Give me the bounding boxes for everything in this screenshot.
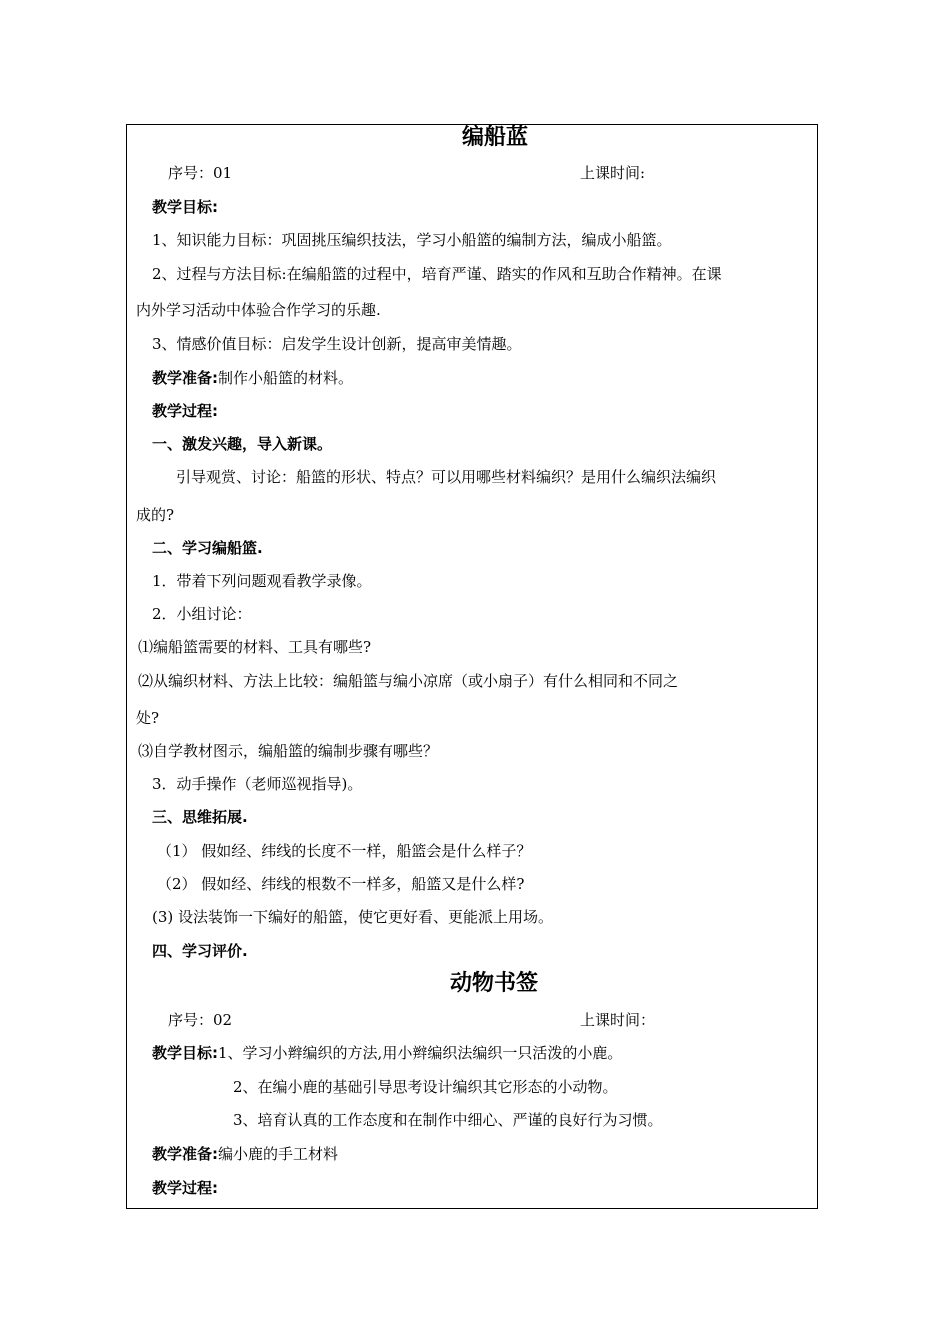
lesson1-goal2-line1: 2、过程与方法目标:在编船篮的过程中，培育严谨、踏实的作风和互助合作精神。在课 <box>152 265 722 283</box>
lesson1-s2-q2-line2: 处? <box>136 709 160 727</box>
lesson2-prep-heading: 教学准备: <box>152 1145 218 1163</box>
lesson2-goal2: 2、在编小鹿的基础引导思考设计编织其它形态的小动物。 <box>233 1078 618 1096</box>
lesson1-s2-q3: ⑶自学教材图示，编船篮的编制步骤有哪些？ <box>138 742 439 760</box>
lesson2-goal1: 1、学习小辫编织的方法,用小辫编织法编织一只活泼的小鹿。 <box>218 1044 623 1062</box>
lesson1-section4-heading: 四、学习评价. <box>152 942 248 960</box>
lesson1-section2-heading: 二、学习编船篮. <box>152 539 263 557</box>
lesson1-class-time: 上课时间: <box>580 164 646 182</box>
lesson1-s3-item2: （2） 假如经、纬线的根数不一样多，船篮又是什么样? <box>157 875 525 893</box>
lesson1-goal3: 3、情感价值目标：启发学生设计创新，提高审美情趣。 <box>152 335 522 353</box>
lesson2-prep-text: 编小鹿的手工材料 <box>218 1145 339 1163</box>
lesson1-s3-item1: （1） 假如经、纬线的长度不一样，船篮会是什么样子？ <box>157 842 532 860</box>
lesson2-goals <box>152 1043 622 1063</box>
lesson1-s2-q2-line1: ⑵从编织材料、方法上比较：编船篮与编小凉席（或小扇子）有什么相同和不同之 <box>138 672 679 690</box>
lesson1-number: 序号：01 <box>168 164 233 182</box>
lesson2-process-heading: 教学过程: <box>152 1179 218 1197</box>
lesson1-goal1: 1、知识能力目标：巩固挑压编织技法，学习小船篮的编制方法，编成小船篮。 <box>152 231 672 249</box>
lesson2-prep <box>152 1144 338 1164</box>
lesson1-prep <box>152 368 353 388</box>
lesson1-goal2-line2: 内外学习活动中体验合作学习的乐趣. <box>136 301 381 319</box>
lesson1-section1-line2: 成的? <box>136 506 175 524</box>
lesson1-s2-item2: 2．小组讨论： <box>152 605 252 623</box>
lesson1-prep-heading: 教学准备: <box>152 369 218 387</box>
lesson1-prep-text: 制作小船篮的材料。 <box>218 369 354 387</box>
lesson2-goal3: 3、培育认真的工作态度和在制作中细心、严谨的良好行为习惯。 <box>233 1111 663 1129</box>
lesson1-s2-item1: 1．带着下列问题观看教学录像。 <box>152 572 372 590</box>
lesson2-class-time: 上课时间： <box>580 1011 656 1029</box>
lesson1-title: 编船蓝 <box>462 125 529 150</box>
lesson1-section1-heading: 一、激发兴趣，导入新课。 <box>152 435 333 453</box>
lesson2-goals-heading: 教学目标: <box>152 1044 218 1062</box>
lesson1-section3-heading: 三、思维拓展. <box>152 808 248 826</box>
lesson1-section1-line1: 引导观赏、讨论：船篮的形状、特点？可以用哪些材料编织？是用什么编织法编织 <box>176 468 717 486</box>
lesson1-s3-item3: (3) 设法装饰一下编好的船篮，使它更好看、更能派上用场。 <box>152 908 554 926</box>
lesson1-process-heading: 教学过程: <box>152 402 218 420</box>
lesson1-s2-item3: 3．动手操作（老师巡视指导)。 <box>152 775 363 793</box>
lesson1-goals-heading: 教学目标: <box>152 198 218 216</box>
lesson1-s2-q1: ⑴编船篮需要的材料、工具有哪些? <box>138 638 372 656</box>
lesson2-title: 动物书签 <box>450 971 539 996</box>
lesson2-number: 序号：02 <box>168 1011 233 1029</box>
